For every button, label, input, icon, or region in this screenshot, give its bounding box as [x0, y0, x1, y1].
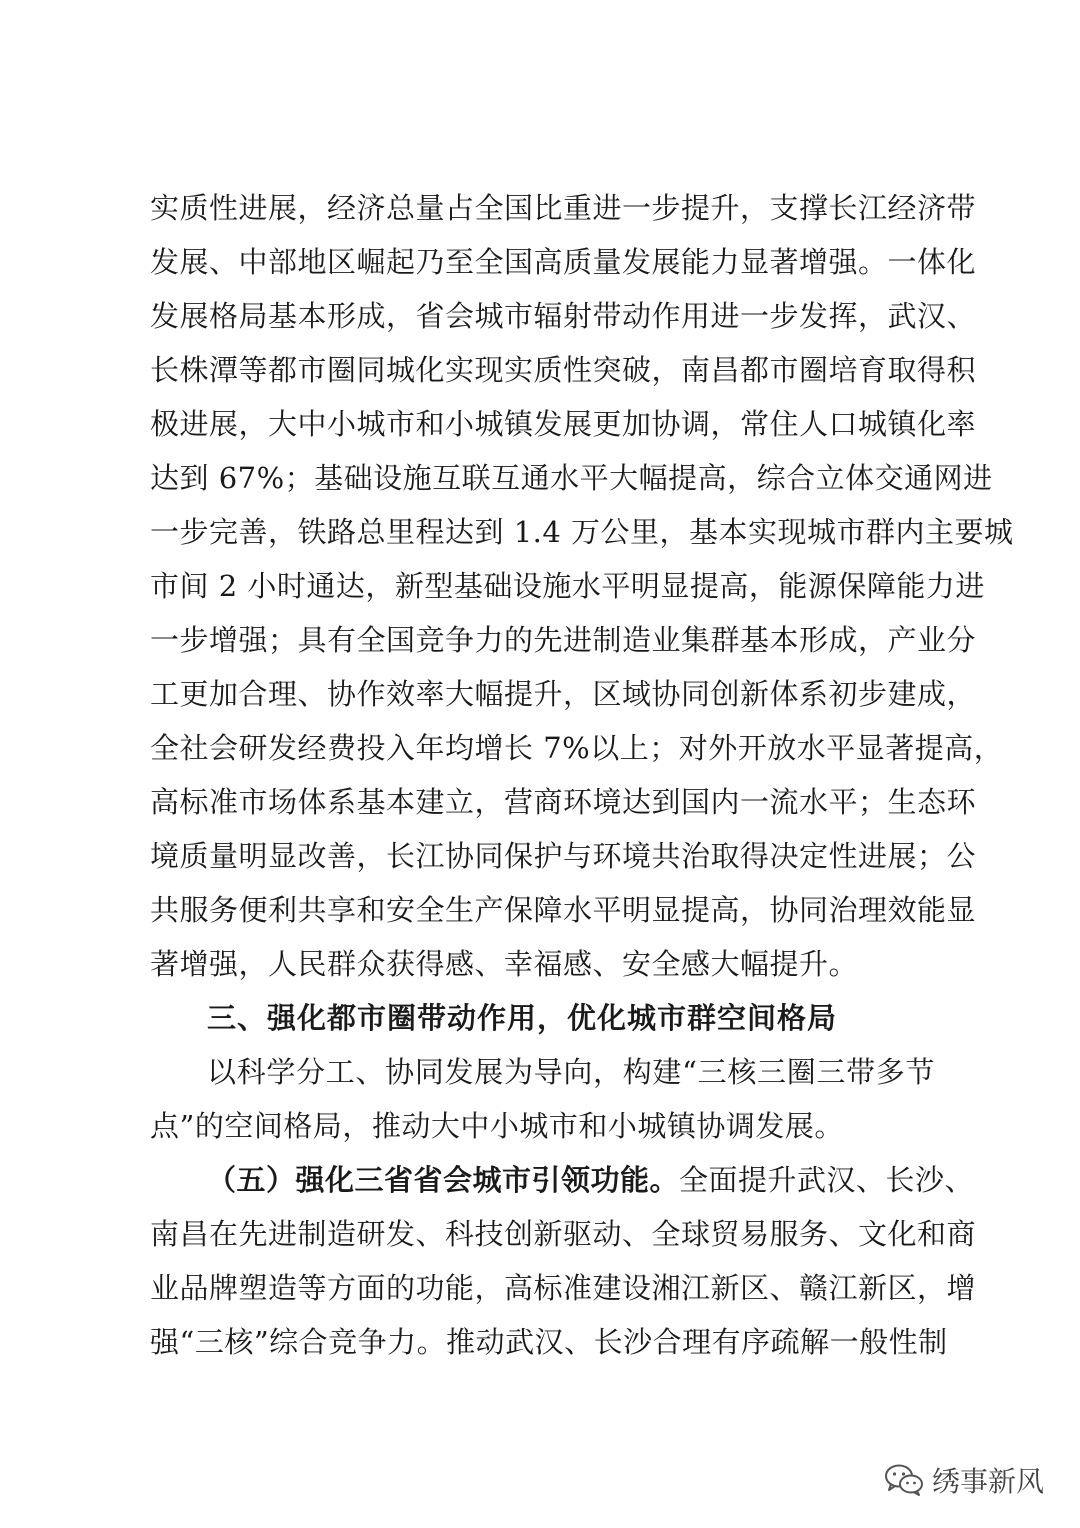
body-line: 一步完善，铁路总里程达到 1.4 万公里，基本实现城市群内主要城 [150, 515, 1014, 549]
body-line: 极进展，大中小城市和小城镇发展更加协调，常住人口城镇化率 [150, 407, 977, 441]
body-line: 发展、中部地区崛起乃至全国高质量发展能力显著增强。一体化 [150, 245, 977, 279]
sub-heading-rest: 全面提升武汉、长沙、 [679, 1163, 975, 1197]
body-line: 强“三核”综合竞争力。推动武汉、长沙合理有序疏解一般性制 [150, 1325, 948, 1359]
watermark-label: 绣事新风 [931, 1465, 1044, 1498]
intro-line: 点”的空间格局，推动大中小城市和小城镇协调发展。 [150, 1109, 844, 1143]
body-line: 工更加合理、协作效率大幅提升，区域协同创新体系初步建成， [150, 677, 977, 711]
section-heading: 三、强化都市圈带动作用，优化城市群空间格局 [207, 1001, 838, 1035]
body-line: 业品牌塑造等方面的功能，高标准建设湘江新区、赣江新区，增 [150, 1271, 977, 1305]
body-line: 达到 67%；基础设施互联互通水平大幅提高，综合立体交通网进 [150, 461, 993, 495]
body-line: 市间 2 小时通达，新型基础设施水平明显提高，能源保障能力进 [150, 569, 985, 603]
wechat-icon [884, 1463, 924, 1497]
body-line: 境质量明显改善，长江协同保护与环境共治取得决定性进展；公 [150, 839, 977, 873]
body-line: 著增强，人民群众获得感、幸福感、安全感大幅提升。 [150, 947, 859, 981]
body-line: 实质性进展，经济总量占全国比重进一步提升，支撑长江经济带 [150, 191, 977, 225]
body-line: 共服务便利共享和安全生产保障水平明显提高，协同治理效能显 [150, 893, 977, 927]
body-line: 发展格局基本形成，省会城市辐射带动作用进一步发挥，武汉、 [150, 299, 977, 333]
sub-heading: （五）强化三省省会城市引领功能。 [207, 1163, 680, 1197]
intro-line: 以科学分工、协同发展为导向，构建“三核三圈三带多节 [207, 1055, 935, 1089]
sub-heading-line [207, 1155, 975, 1205]
watermark [884, 1460, 1044, 1500]
body-line: 南昌在先进制造研发、科技创新驱动、全球贸易服务、文化和商 [150, 1217, 977, 1251]
body-line: 一步增强；具有全国竞争力的先进制造业集群基本形成，产业分 [150, 623, 977, 657]
body-line: 长株潭等都市圈同城化实现实质性突破，南昌都市圈培育取得积 [150, 353, 977, 387]
body-line: 高标准市场体系基本建立，营商环境达到国内一流水平；生态环 [150, 785, 977, 819]
body-line: 全社会研发经费投入年均增长 7%以上；对外开放水平显著提高， [150, 731, 1004, 765]
